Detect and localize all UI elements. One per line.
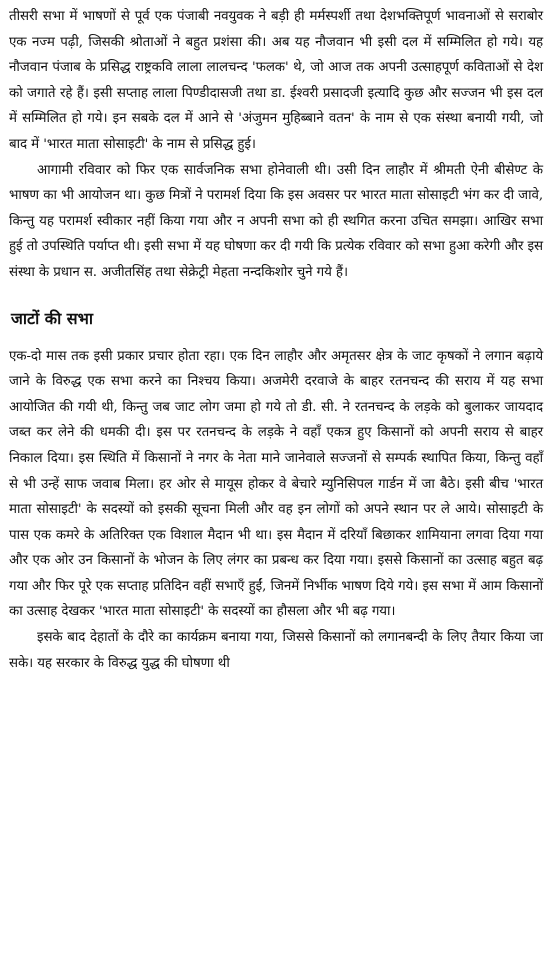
paragraph-tisri-sabha: तीसरी सभा में भाषणों से पूर्व एक पंजाबी नवयुवक ने बड़ी ही मर्मस्पर्शी तथा देशभक्तिपूर्ण भावनाओं से सराबोर एक नज्म पढ़ी, जिसकी श्रोताओं ने बहुत प्रशंसा की। अब यह नौजवान भी इसी दल में सम्मिलित हो गये। यह नौजवान पंजाब के प्रसिद्ध राष्ट्रकवि लाला लालचन्द 'फलक' थे, जो आज तक अपनी उत्साहपूर्ण कविताओं से देश को जगाते रहे हैं। इसी सप्ताह लाला पिण्डीदासजी तथा डा. ईश्वरी प्रसादजी इत्यादि कुछ और सज्जन भी इस दल में सम्मिलित हो गये। इन सबके दल में आने से 'अंजुमन मुहिब्बाने वतन' के नाम से एक संस्था बनायी गयी, जो बाद में 'भारत माता सोसाइटी' के नाम से प्रसिद्ध हुई। bbox=[9, 9, 543, 152]
section-heading: जाटों की सभा bbox=[11, 308, 94, 328]
paragraph-agami-ravivar: आगामी रविवार को फिर एक सार्वजनिक सभा होनेवाली थी। उसी दिन लाहौर में श्रीमती ऐनी बीसेण्ट के भाषण का भी आयोजन था। कुछ मित्रों ने परामर्श दिया कि इस अवसर पर भारत माता सोसाइटी भंग कर दी जावे, किन्तु यह परामर्श स्वीकार नहीं किया गया और न अपनी सभा को ही स्थगित करना उचित समझा। आखिर सभा हुई तो उपस्थिति पर्याप्त थी। इसी सभा में यह घोषणा कर दी गयी कि प्रत्येक रविवार को सभा हुआ करेगी और इस संस्था के प्रधान स. अजीतसिंह तथा सेक्रेट्री मेहता नन्दकिशोर चुने गये हैं। bbox=[9, 162, 543, 280]
paragraph-jaat-sabha: एक-दो मास तक इसी प्रकार प्रचार होता रहा। एक दिन लाहौर और अमृतसर क्षेत्र के जाट कृषकों ने लगान बढ़ाये जाने के विरुद्ध एक सभा करने का निश्चय किया। अजमेरी दरवाजे के बाहर रतनचन्द की सराय में यह सभा आयोजित की गयी थी, किन्तु जब जाट लोग जमा हो गये तो डी. सी. ने रतनचन्द के लड़के को बुलाकर जायदाद जब्त कर लेने की धमकी दी। इस पर रतनचन्द के लड़के ने वहाँ एकत्र हुए किसानों को अपनी सराय से बाहर निकाल दिया। इस स्थिति में किसानों ने नगर के नेता माने जानेवाले सज्जनों से सम्पर्क स्थापित किया, किन्तु वहाँ से भी उन्हें साफ जवाब मिला। हर ओर से मायूस होकर वे बेचारे म्युनिसिपल गार्डन में जा बैठे। इसी बीच 'भारत माता सोसाइटी' के सदस्यों को इसकी सूचना मिली और वह इन लोगों को अपने स्थान पर ले आये। सोसाइटी के पास एक कमरे के अतिरिक्त एक विशाल मैदान भी था। इस मैदान में दरियाँ बिछाकर शामियाना लगवा दिया गया और एक ओर उन किसानों के भोजन के लिए लंगर का प्रबन्ध कर दिया गया। इससे किसानों का उत्साह बहुत बढ़ गया और फिर पूरे एक सप्ताह प्रतिदिन वहीं सभाएँ हुईं, जिनमें निर्भीक भाषण दिये गये। इस सभा में आम किसानों का उत्साह देखकर 'भारत माता सोसाइटी' के सदस्यों का हौसला और भी बढ़ गया। bbox=[9, 348, 543, 620]
paragraph-dehaat-daure: इसके बाद देहातों के दौरे का कार्यक्रम बनाया गया, जिससे किसानों को लगानबन्दी के लिए तैयार किया जा सके। यह सरकार के विरुद्ध युद्ध की घोषणा थी bbox=[9, 630, 543, 671]
